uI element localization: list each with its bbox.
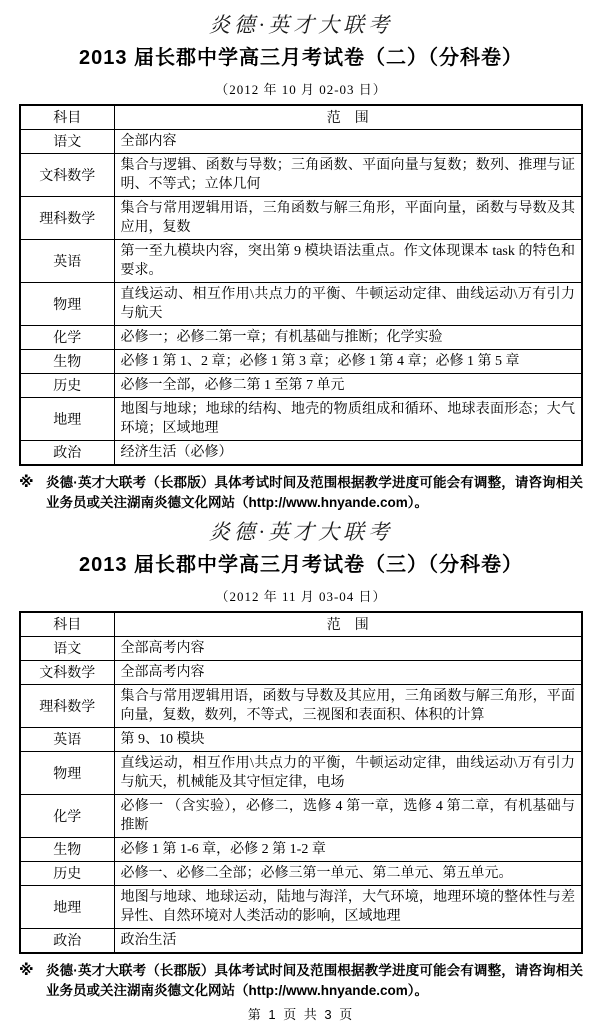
exam-title: 2013 届长郡中学高三月考试卷（三）（分科卷）	[78, 554, 524, 576]
table-row	[20, 350, 582, 374]
subject-cell: 物理	[20, 283, 114, 326]
scope-cell: 集合与常用逻辑用语，三角函数与解三角形，平面向量，函数与导数及其应用，复数	[114, 197, 582, 240]
table-row	[20, 886, 582, 929]
scope-header: 范 围	[114, 105, 582, 130]
table-row	[20, 661, 582, 685]
table-row	[20, 441, 582, 466]
reference-mark-icon: ※	[19, 474, 34, 491]
subject-cell: 地理	[20, 398, 114, 441]
subject-cell: 理科数学	[20, 197, 114, 240]
scope-cell: 第一至九模块内容，突出第 9 模块语法重点。作文体现课本 task 的特色和要求。	[114, 240, 582, 283]
scope-cell: 地图与地球、地球运动，陆地与海洋，大气环境，地理环境的整体性与差异性、自然环境对人类活动的影响，区域地理	[114, 886, 582, 929]
table-row	[20, 374, 582, 398]
exam-scope-table	[19, 611, 583, 954]
brand-header: 炎德·英才大联考	[208, 520, 394, 544]
subject-cell: 地理	[20, 886, 114, 929]
scope-cell: 必修一全部，必修二第 1 至第 7 单元	[114, 374, 582, 398]
note-text: 炎德·英才大联考（长郡版）具体考试时间及范围根据教学进度可能会有调整，请咨询相关业务员或关注湖南炎德文化网站（http://www.hnyande.com）。	[46, 963, 583, 998]
scope-cell: 必修 1 第 1、2 章；必修 1 第 3 章；必修 1 第 4 章；必修 1 第 5 章	[114, 350, 582, 374]
table-row	[20, 752, 582, 795]
scope-cell: 集合与常用逻辑用语，函数与导数及其应用，三角函数与解三角形，平面向量，复数，数列，不等式，三视图和表面积、体积的计算	[114, 685, 582, 728]
scope-cell: 必修一 （含实验），必修二，选修 4 第一章，选修 4 第二章，有机基础与推断	[114, 795, 582, 838]
scope-cell: 集合与逻辑、函数与导数；三角函数、平面向量与复数；数列、推理与证明、不等式；立体几何	[114, 154, 582, 197]
section-exam-2	[19, 12, 583, 513]
subject-cell: 生物	[20, 350, 114, 374]
table-row	[20, 154, 582, 197]
scope-cell: 直线运动、相互作用\共点力的平衡、牛顿运动定律、曲线运动\万有引力与航天	[114, 283, 582, 326]
exam-date: （2012 年 10 月 02-03 日）	[215, 82, 387, 97]
reference-mark-icon: ※	[19, 962, 34, 979]
table-header-row	[20, 105, 582, 130]
scope-cell: 政治生活	[114, 929, 582, 954]
scope-cell: 全部内容	[114, 130, 582, 154]
scope-cell: 必修一；必修二第一章；有机基础与推断；化学实验	[114, 326, 582, 350]
subject-cell: 历史	[20, 862, 114, 886]
subject-cell: 英语	[20, 728, 114, 752]
table-row	[20, 398, 582, 441]
table-header-row	[20, 612, 582, 637]
scope-cell: 第 9、10 模块	[114, 728, 582, 752]
page-number: 第 1 页 共 3 页	[247, 1007, 355, 1022]
subject-cell: 理科数学	[20, 685, 114, 728]
adjustment-note	[19, 473, 583, 513]
subject-cell: 政治	[20, 929, 114, 954]
subject-cell: 文科数学	[20, 661, 114, 685]
scope-cell: 全部高考内容	[114, 661, 582, 685]
brand-header: 炎德·英才大联考	[208, 13, 394, 37]
table-row	[20, 130, 582, 154]
subject-header: 科目	[20, 612, 114, 637]
table-row	[20, 795, 582, 838]
scope-cell: 全部高考内容	[114, 637, 582, 661]
table-row	[20, 197, 582, 240]
adjustment-note	[19, 961, 583, 1001]
exam-date: （2012 年 11 月 03-04 日）	[215, 589, 387, 604]
scope-cell: 地图与地球；地球的结构、地壳的物质组成和循环、地球表面形态；大气环境；区域地理	[114, 398, 582, 441]
subject-cell: 生物	[20, 838, 114, 862]
subject-cell: 政治	[20, 441, 114, 466]
subject-cell: 语文	[20, 130, 114, 154]
exam-title: 2013 届长郡中学高三月考试卷（二）（分科卷）	[78, 47, 524, 69]
subject-cell: 化学	[20, 795, 114, 838]
table-row	[20, 838, 582, 862]
subject-cell: 文科数学	[20, 154, 114, 197]
table-row	[20, 728, 582, 752]
scope-cell: 经济生活（必修）	[114, 441, 582, 466]
exam-scope-table	[19, 104, 583, 466]
scope-cell: 必修 1 第 1-6 章，必修 2 第 1-2 章	[114, 838, 582, 862]
subject-cell: 语文	[20, 637, 114, 661]
subject-header: 科目	[20, 105, 114, 130]
subject-cell: 化学	[20, 326, 114, 350]
subject-cell: 英语	[20, 240, 114, 283]
table-row	[20, 283, 582, 326]
subject-cell: 历史	[20, 374, 114, 398]
scope-cell: 直线运动，相互作用\共点力的平衡，牛顿运动定律，曲线运动\万有引力与航天，机械能及其守恒定律，电场	[114, 752, 582, 795]
table-row	[20, 240, 582, 283]
subject-cell: 物理	[20, 752, 114, 795]
note-text: 炎德·英才大联考（长郡版）具体考试时间及范围根据教学进度可能会有调整，请咨询相关业务员或关注湖南炎德文化网站（http://www.hnyande.com）。	[46, 475, 583, 510]
section-exam-3	[19, 519, 583, 1001]
scope-cell: 必修一、必修二全部；必修三第一单元、第二单元、第五单元。	[114, 862, 582, 886]
table-row	[20, 326, 582, 350]
table-row	[20, 862, 582, 886]
table-row	[20, 929, 582, 954]
scope-header: 范 围	[114, 612, 582, 637]
table-row	[20, 637, 582, 661]
table-row	[20, 685, 582, 728]
